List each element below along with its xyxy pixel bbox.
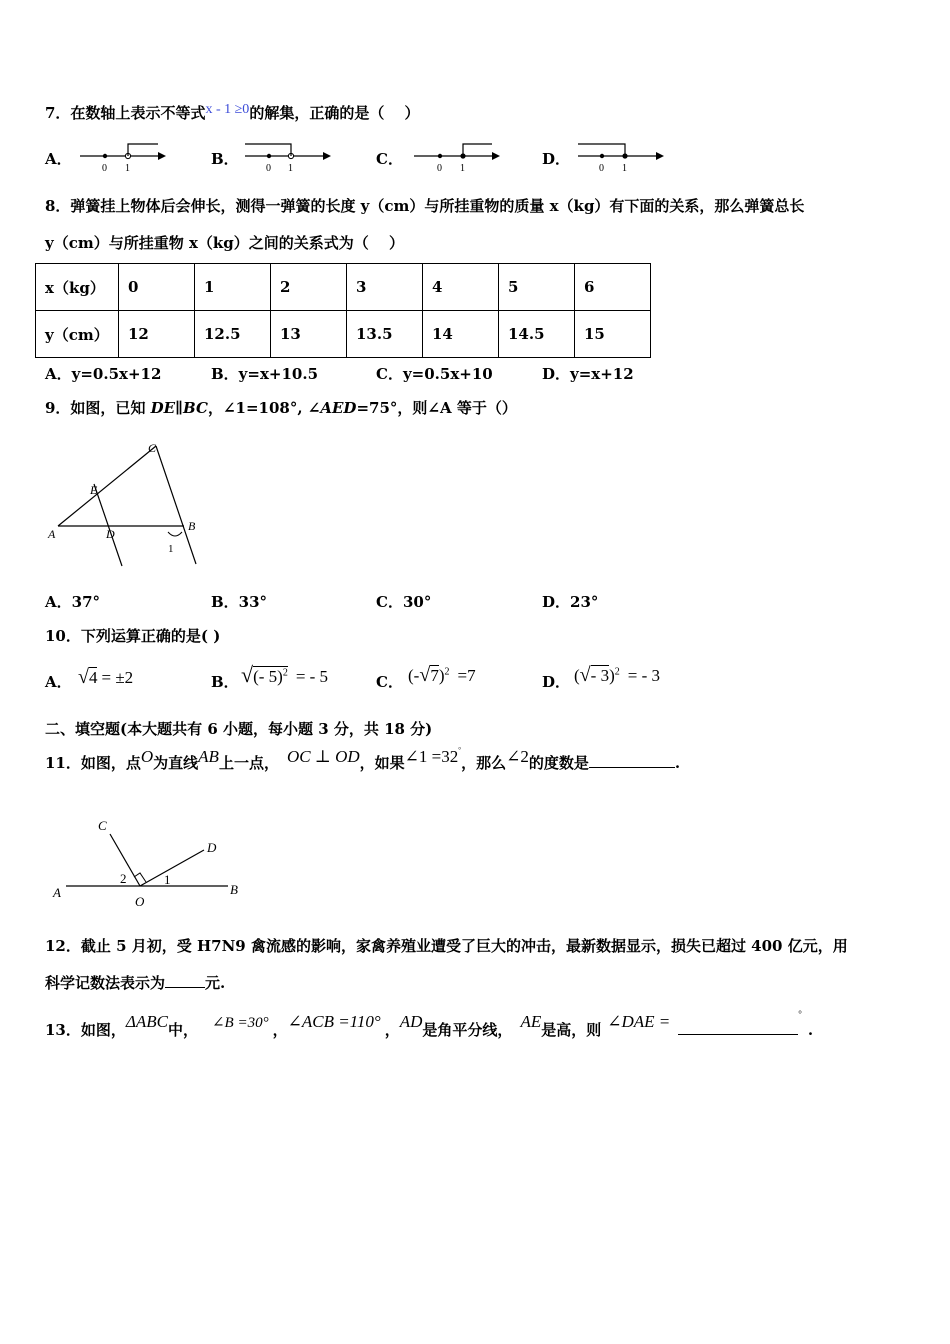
svg-text:C: C: [148, 441, 157, 455]
q10-option-d-label[interactable]: D．: [542, 673, 571, 691]
line-ed: [94, 484, 122, 566]
q7-option-d-numberline[interactable]: [576, 140, 666, 176]
table-cell: 13.5: [347, 311, 423, 358]
q10-option-a-label[interactable]: A．: [45, 673, 72, 691]
q11-figure: [48, 812, 248, 912]
q8-stem-line2: y（cm）与所挂重物 x（kg）之间的关系式为（ ）: [45, 234, 404, 252]
svg-text:2: 2: [120, 871, 127, 886]
q10-stem: 10．下列运算正确的是( ): [45, 627, 221, 645]
q10-option-c-expr[interactable]: $(-√7)^2 =7$: [408, 664, 476, 686]
q7-option-c-label[interactable]: C．: [376, 150, 403, 168]
q11-stem: 11．如图，点O为直线AB上一点， OC ⊥ OD，如果∠1 =32°，那么∠2的度数是 .: [45, 746, 681, 772]
q9-option-c[interactable]: C．30°: [376, 593, 432, 611]
table-header-y: y（cm）: [36, 311, 119, 358]
svg-text:0: 0: [266, 163, 271, 174]
svg-text:A: A: [48, 527, 56, 541]
svg-text:1: 1: [288, 163, 293, 174]
table-cell: 15: [575, 311, 651, 358]
svg-text:0: 0: [437, 163, 442, 174]
table-cell: 12: [119, 311, 195, 358]
q12-line1: 12．截止 5 月初，受 H7N9 禽流感的影响，家禽养殖业遭受了巨大的冲击，最新数据显示，损失已超过 400 亿元，用: [45, 937, 848, 955]
q7-inequality: x - 1 ≥0: [205, 102, 250, 117]
q8-option-d[interactable]: D．y=x+12: [542, 365, 634, 383]
table-header-x: x（kg）: [36, 264, 119, 311]
table-cell: 1: [195, 264, 271, 311]
q9-option-a[interactable]: A．37°: [45, 593, 101, 611]
q13-stem: 13．如图，ΔABC中， ∠B =30° ，∠ACB =110° ，AD是角平分线， AE是高，则 ∠DAE = °.: [45, 1009, 814, 1039]
q11-answer-blank[interactable]: [589, 752, 675, 768]
q7-option-b-numberline[interactable]: [243, 140, 333, 176]
q7-option-a-label[interactable]: A．: [45, 150, 72, 168]
q10-option-b-expr[interactable]: √(- 5)$^2$ = - 5: [241, 662, 329, 687]
svg-text:1: 1: [125, 163, 130, 174]
table-cell: 0: [119, 264, 195, 311]
q8-option-a[interactable]: A．y=0.5x+12: [45, 365, 162, 383]
q8-option-c[interactable]: C．y=0.5x+10: [376, 365, 493, 383]
q7-option-d-label[interactable]: D．: [542, 150, 571, 168]
svg-text:0: 0: [599, 163, 604, 174]
svg-text:1: 1: [164, 872, 171, 887]
q12-line2: 科学记数法表示为 元.: [45, 974, 226, 992]
table-cell: 4: [423, 264, 499, 311]
svg-text:A: A: [53, 885, 61, 900]
table-cell: 14.5: [499, 311, 575, 358]
svg-text:B: B: [188, 519, 196, 533]
section-2-heading: 二、填空题(本大题共有 6 小题，每小题 3 分，共 18 分): [45, 720, 433, 738]
table-cell: 5: [499, 264, 575, 311]
table-cell: 6: [575, 264, 651, 311]
q10-option-d-expr[interactable]: (√- 3)$^2$ = - 3: [574, 664, 660, 686]
q9-option-d[interactable]: D．23°: [542, 593, 599, 611]
q13-answer-blank[interactable]: [678, 1019, 798, 1035]
table-cell: 2: [271, 264, 347, 311]
table-cell: 3: [347, 264, 423, 311]
q10-option-a-expr[interactable]: √4 = ±2: [78, 666, 134, 688]
svg-text:0: 0: [102, 163, 107, 174]
q8-data-table: [35, 263, 651, 358]
svg-text:O: O: [135, 894, 145, 909]
q10-option-c-label[interactable]: C．: [376, 673, 403, 691]
table-cell: 13: [271, 311, 347, 358]
q8-option-b[interactable]: B．y=x+10.5: [211, 365, 319, 383]
svg-text:E: E: [90, 483, 98, 497]
q8-stem-line1: 8．弹簧挂上物体后会伸长，测得一弹簧的长度 y（cm）与所挂重物的质量 x（kg）有下面的关系，那么弹簧总长: [45, 197, 805, 215]
table-cell: 14: [423, 311, 499, 358]
q7-option-c-numberline[interactable]: [412, 140, 502, 176]
svg-text:1: 1: [460, 163, 465, 174]
line-cb: [156, 446, 196, 564]
q10-option-b-label[interactable]: B．: [211, 673, 239, 691]
svg-text:C: C: [98, 818, 107, 833]
svg-text:B: B: [230, 882, 238, 897]
line-ac: [58, 446, 156, 526]
q7-stem: 7．在数轴上表示不等式x - 1 ≥0的解集，正确的是（ ）: [45, 102, 420, 122]
svg-text:1: 1: [622, 163, 627, 174]
table-row: [36, 311, 651, 358]
q7-option-b-label[interactable]: B．: [211, 150, 239, 168]
svg-text:D: D: [106, 527, 115, 541]
svg-text:D: D: [207, 840, 217, 855]
q7-option-a-numberline[interactable]: [78, 140, 168, 176]
q9-stem: 9．如图，已知 DE∥BC，∠1=108°, ∠AED=75°，则∠A 等于（）: [45, 399, 517, 417]
q9-option-b[interactable]: B．33°: [211, 593, 268, 611]
table-cell: 12.5: [195, 311, 271, 358]
table-row: [36, 264, 651, 311]
q12-answer-blank[interactable]: [165, 972, 205, 988]
svg-text:1: 1: [168, 543, 174, 555]
q9-figure: [44, 436, 214, 571]
